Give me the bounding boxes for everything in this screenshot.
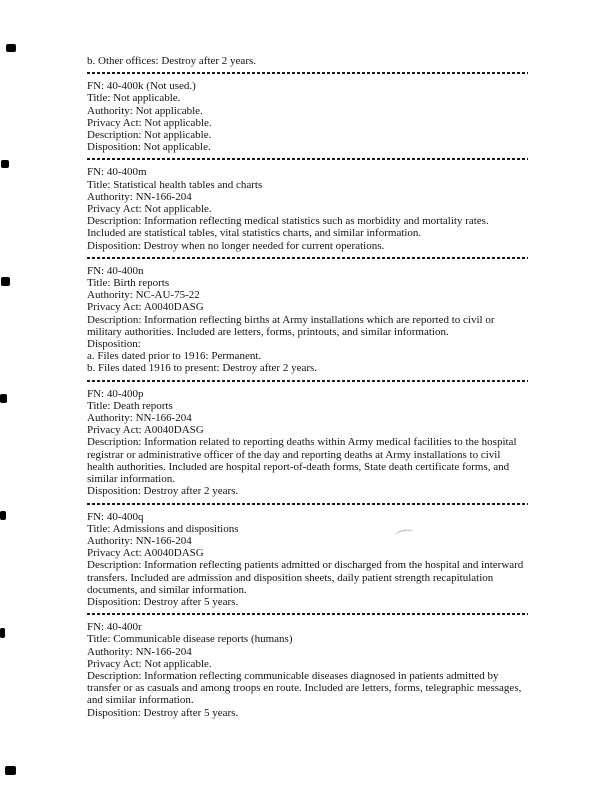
description-text: Description: Information reflecting births at Army installations which are reported to civil or military authorities. Included are letters, forms, printouts, and similar information. — [87, 313, 495, 338]
disposition-line: Disposition: Destroy after 5 years. — [87, 706, 239, 719]
title-line: Title: Communicable disease reports (humans) — [87, 633, 293, 646]
dashed-separator — [87, 72, 528, 74]
fn-line: FN: 40-400r — [87, 621, 142, 634]
scan-artifact — [5, 766, 16, 775]
disposition-line: Disposition: Destroy when no longer needed for current operations. — [87, 239, 385, 252]
record-entry-40-400k — [87, 80, 528, 153]
authority-line: Authority: NN-166-204 — [87, 412, 192, 425]
record-entry-40-400q — [87, 511, 528, 609]
scan-artifact — [0, 511, 6, 520]
title-line: Title: Not applicable. — [87, 92, 181, 105]
fn-line: FN: 40-400n — [87, 264, 144, 277]
authority-line: Authority: Not applicable. — [87, 104, 203, 117]
fn-line: FN: 40-400m — [87, 166, 147, 179]
description-text: Description: Information reflecting patients admitted or discharged from the hospital and interward transfers. Included are admission and disposition sheets, daily patient strength recapitulation documents, and similar information. — [87, 559, 524, 596]
scan-artifact — [1, 277, 10, 286]
privacy-act-line: Privacy Act: Not applicable. — [87, 203, 212, 216]
privacy-act-line: Privacy Act: Not applicable. — [87, 116, 212, 129]
dashed-separator — [87, 613, 528, 615]
title-line: Title: Death reports — [87, 399, 173, 412]
privacy-act-line: Privacy Act: A0040DASG — [87, 301, 204, 314]
record-entry-40-400r — [87, 621, 528, 719]
privacy-act-line: Privacy Act: A0040DASG — [87, 547, 204, 560]
disposition-line: Disposition: Not applicable. — [87, 141, 211, 154]
fn-line: FN: 40-400q — [87, 510, 144, 523]
scan-artifact — [1, 160, 9, 168]
disposition-item-a: a. Files dated prior to 1916: Permanent. — [87, 350, 262, 363]
dashed-separator — [87, 503, 528, 505]
authority-line: Authority: NN-166-204 — [87, 645, 192, 658]
scan-artifact — [6, 44, 16, 52]
record-entry-40-400m — [87, 166, 528, 251]
description-text: Description: Information reflecting communicable diseases diagnosed in patients admitted by transfer or as casuals and among troops en route. Included are letters, forms, telegraphic messages, and similar information. — [87, 669, 522, 707]
title-line: Title: Statistical health tables and charts — [87, 178, 263, 191]
record-entry-40-400n — [87, 265, 528, 375]
fn-line: FN: 40-400k (Not used.) — [87, 80, 196, 93]
dashed-separator — [87, 380, 528, 382]
authority-line: Authority: NN-166-204 — [87, 534, 192, 547]
description-text: Description: Information reflecting medical statistics such as morbidity and mortality rates. Included are statistical tables, vital statistics charts, and similar information. — [87, 215, 489, 240]
disposition-line: Disposition: — [87, 338, 141, 351]
description-text: Description: Information related to reporting deaths within Army medical facilities to the hospital registrar or administrative officer of the day and reporting deaths at Army installations to civil health authorities. Included are hospital report-of-death forms, State death certificate forms, and similar information. — [87, 436, 517, 486]
dashed-separator — [87, 158, 528, 160]
disposition-line: Disposition: Destroy after 2 years. — [87, 485, 239, 498]
authority-line: Authority: NC-AU-75-22 — [87, 289, 200, 302]
fn-line: FN: 40-400p — [87, 387, 144, 400]
scan-artifact — [0, 394, 7, 403]
scan-artifact — [0, 628, 5, 638]
disposition-line: Disposition: Destroy after 5 years. — [87, 595, 239, 608]
record-entry-40-400p — [87, 388, 528, 498]
title-line: Title: Birth reports — [87, 277, 170, 290]
description-text: Description: Not applicable. — [87, 129, 212, 142]
privacy-act-line: Privacy Act: Not applicable. — [87, 657, 212, 670]
privacy-act-line: Privacy Act: A0040DASG — [87, 424, 204, 437]
document-content — [87, 55, 528, 719]
authority-line: Authority: NN-166-204 — [87, 190, 192, 203]
dashed-separator — [87, 257, 528, 259]
title-line: Title: Admissions and dispositions — [87, 522, 239, 535]
intro-line: b. Other offices: Destroy after 2 years. — [87, 55, 257, 67]
disposition-item-b: b. Files dated 1916 to present: Destroy after 2 years. — [87, 362, 318, 375]
